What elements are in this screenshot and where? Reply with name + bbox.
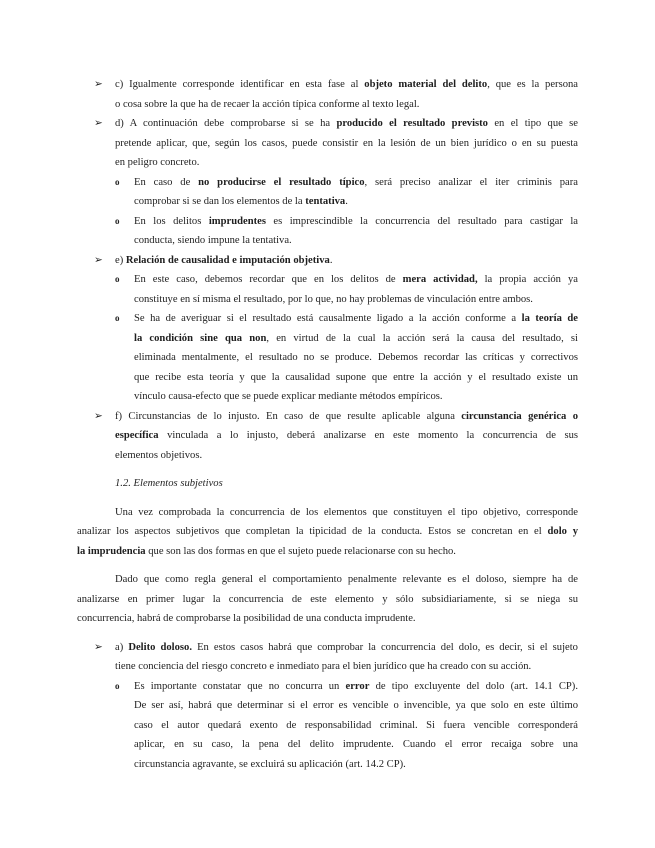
text-line: Es importante constatar que no concurra un error de tipo excluyente del dolo (art. 14.1 CP). bbox=[134, 680, 578, 692]
text-line: caso el autor quedará exento de responsabilidad criminal. Si fuera vencible corresponderá bbox=[134, 719, 578, 731]
text-line: tiene conciencia del riesgo concreto e inmediato para el bien jurídico que ha creado con su acción. bbox=[115, 661, 532, 672]
text-line: la condición sine qua non, en virtud de la cual la acción será la causa del resultado, si bbox=[134, 332, 578, 344]
text-line: conducta, siendo impune la tentativa. bbox=[134, 235, 292, 246]
text-line: analizar los aspectos subjetivos que completan la tipicidad de la conducta. Estos se concretan en el dolo y bbox=[77, 526, 578, 537]
text-line: analizarse en primer lugar la concurrencia de este elemento y sólo subsidiariamente, si se niega su bbox=[77, 593, 578, 605]
sub-item bbox=[0, 270, 655, 290]
text-line: f) Circunstancias de lo injusto. En caso de que resulte aplicable alguna circunstancia genérica o bbox=[115, 410, 578, 422]
list-item-f bbox=[0, 407, 655, 427]
text-line: Se ha de averiguar si el resultado está causalmente ligado a la acción conforme a la teoría de bbox=[134, 313, 578, 324]
list-item-a bbox=[0, 638, 655, 658]
arrow-bullet-icon: ➢ bbox=[94, 410, 103, 422]
list-item-e bbox=[0, 251, 655, 271]
circle-bullet-icon: o bbox=[115, 680, 120, 691]
text-line: elementos objetivos. bbox=[115, 449, 203, 461]
circle-bullet-icon: o bbox=[115, 313, 120, 323]
sub-item bbox=[0, 173, 655, 193]
circle-bullet-icon: o bbox=[115, 215, 120, 226]
text-line: Dado que como regla general el comportamiento penalmente relevante es el doloso, siempre ha de bbox=[115, 574, 578, 585]
text-line: en peligro concreto. bbox=[115, 157, 200, 168]
text-line: En este caso, debemos recordar que en los delitos de mera actividad, la propia acción ya bbox=[134, 274, 578, 285]
text-line: comprobar si se dan los elementos de la tentativa. bbox=[134, 196, 348, 207]
circle-bullet-icon: o bbox=[115, 176, 120, 187]
list-item-d bbox=[0, 114, 655, 134]
text-line: De ser así, habrá que determinar si el error es vencible o invencible, ya que solo en este último bbox=[134, 700, 578, 711]
text-line: o cosa sobre la que ha de recaer la acción típica conforme al texto legal. bbox=[115, 98, 420, 110]
text-line: a) Delito doloso. En estos casos habrá que comprobar la concurrencia del dolo, es decir, si el sujeto bbox=[115, 641, 578, 653]
text-line: d) A continuación debe comprobarse si se ha producido el resultado previsto en el tipo que se bbox=[115, 118, 578, 129]
text-line: e) Relación de causalidad e imputación objetiva. bbox=[115, 254, 333, 266]
arrow-bullet-icon: ➢ bbox=[94, 641, 103, 653]
text-line: eliminada mentalmente, el resultado no se produce. Debemos recordar las críticas y correctivos bbox=[134, 352, 578, 363]
sub-item bbox=[0, 309, 655, 329]
text-line: la imprudencia que son las dos formas en que el sujeto puede relacionarse con su hecho. bbox=[77, 545, 456, 557]
text-line: c) Igualmente corresponde identificar en esta fase al objeto material del delito, que es la persona bbox=[115, 79, 578, 90]
list-item-c bbox=[0, 75, 655, 95]
text-line: vínculo causa-efecto que se puede explicar mediante métodos empíricos. bbox=[134, 391, 443, 402]
text-line: que recibe esta teoría y que la causalidad supone que entre la acción y el resultado existe un bbox=[134, 371, 578, 383]
sub-item bbox=[0, 212, 655, 232]
text-line: circunstancia agravante, se excluirá su aplicación (art. 14.2 CP). bbox=[134, 758, 406, 770]
text-line: En los delitos imprudentes es imprescindible la concurrencia del resultado para castigar la bbox=[134, 215, 578, 227]
text-line: específica vinculada a lo injusto, deberá analizarse en este momento la concurrencia de sus bbox=[115, 430, 578, 441]
text-line: En caso de no producirse el resultado típico, será preciso analizar el iter criminis para bbox=[134, 176, 578, 188]
text-line: aplicar, en su caso, la pena del delito imprudente. Cuando el error recaiga sobre una bbox=[134, 739, 578, 750]
arrow-bullet-icon: ➢ bbox=[94, 79, 103, 90]
text-line: Una vez comprobada la concurrencia de los elementos que constituyen el tipo objetivo, corresponde bbox=[115, 506, 578, 518]
text-line: pretende aplicar, que, según los casos, puede consistir en la lesión de un bien jurídico o en su puesta bbox=[115, 137, 578, 149]
section-heading: 1.2. Elementos subjetivos bbox=[115, 478, 223, 489]
text-line: constituye en sí misma el resultado, por lo que, no hay problemas de vinculación entre ambos. bbox=[134, 293, 533, 305]
arrow-bullet-icon: ➢ bbox=[94, 118, 103, 129]
circle-bullet-icon: o bbox=[115, 274, 120, 284]
sub-item bbox=[0, 677, 655, 697]
text-line: concurrencia, habrá de comprobarse la posibilidad de una conducta imprudente. bbox=[77, 613, 416, 624]
arrow-bullet-icon: ➢ bbox=[94, 254, 103, 266]
